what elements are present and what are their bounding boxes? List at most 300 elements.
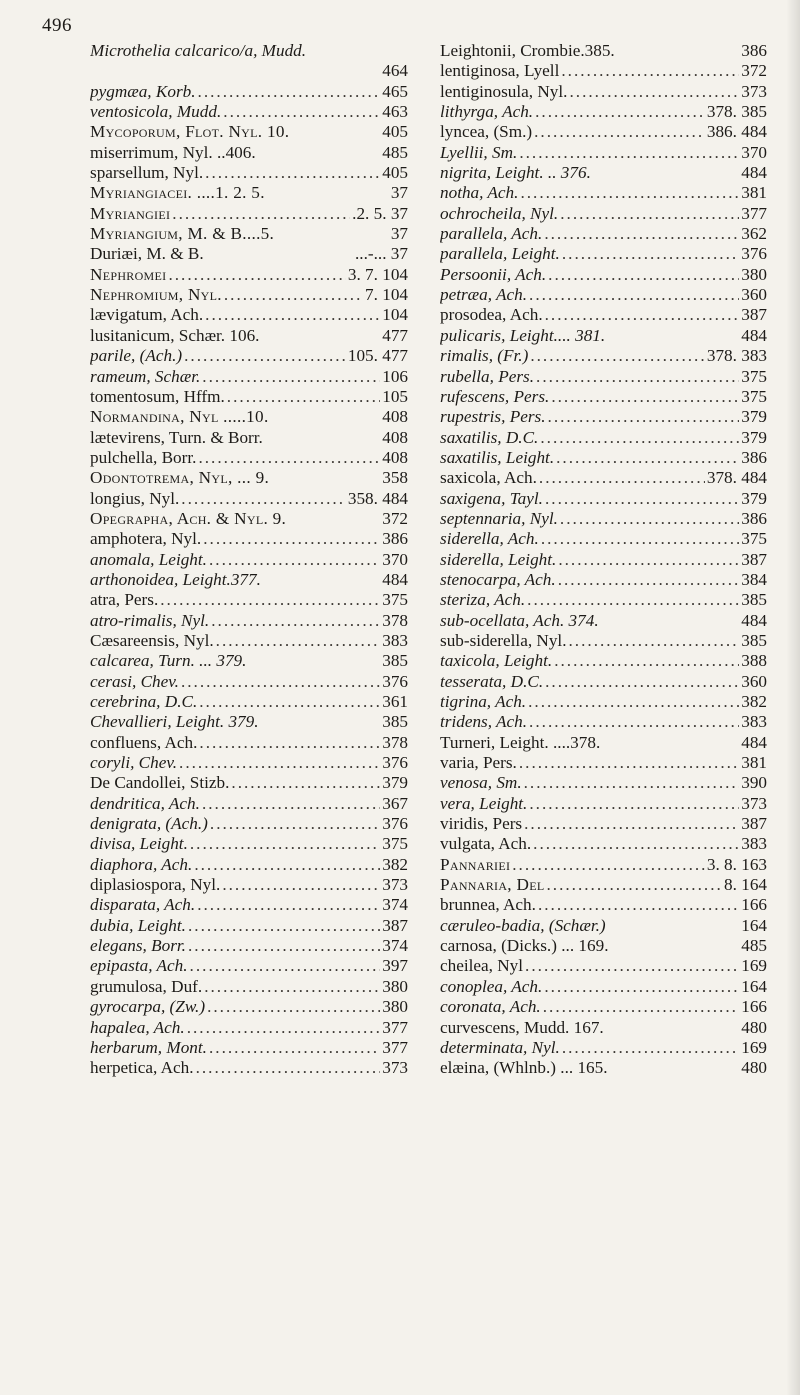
index-entry <box>440 692 767 712</box>
entry-name: denigrata, (Ach.) <box>90 814 208 834</box>
entry-name: ochrocheila, Nyl. <box>440 203 559 223</box>
dot-leader <box>202 367 380 387</box>
dot-leader <box>199 733 380 753</box>
dot-leader <box>529 285 739 305</box>
entry-name: hapalea, Ach. <box>90 1017 185 1037</box>
dot-leader <box>533 834 739 854</box>
entry-name: notha, Ach. <box>440 183 519 203</box>
page-reference: 382 <box>382 854 408 874</box>
index-entry <box>440 122 767 142</box>
index-entry <box>440 468 767 488</box>
page-reference: 378. 484 <box>706 468 767 488</box>
index-entry <box>90 448 408 468</box>
page-reference: 386 <box>741 41 767 60</box>
index-entry <box>90 611 408 631</box>
entry-name: carnosa, (Dicks.) ... 169. <box>440 936 609 956</box>
index-entry <box>90 773 408 793</box>
entry-name: tridens, Ach. <box>440 712 528 732</box>
index-entry <box>90 753 408 773</box>
page-reference: 378 <box>382 610 408 630</box>
entry-name: lyncea, (Sm.) <box>440 122 533 142</box>
page-reference: 384 <box>741 569 767 589</box>
index-entry <box>90 305 408 325</box>
index-entry <box>440 834 767 854</box>
page-reference: 465 <box>382 81 408 101</box>
dot-leader <box>223 102 380 122</box>
dot-leader <box>527 590 739 610</box>
page-reference: 484 <box>741 732 767 752</box>
page-reference: 484 <box>382 569 408 589</box>
index-entry <box>90 346 408 366</box>
entry-name: arthonoidea, Leight.377. <box>90 569 261 589</box>
page-reference: 381 <box>741 753 767 773</box>
entry-name: Odontotrema, Nyl, ... 9. <box>90 468 270 488</box>
dot-leader <box>196 1058 381 1078</box>
dot-leader <box>184 346 346 366</box>
entry-name: disparata, Ach. <box>90 895 196 915</box>
entry-name: pulchella, Borr. <box>90 447 197 467</box>
dot-leader <box>198 82 381 102</box>
index-entry <box>90 285 408 305</box>
entry-name: steriza, Ach. <box>440 590 526 610</box>
index-entry <box>440 305 767 325</box>
page-reference: 386. 484 <box>706 122 767 142</box>
dot-leader <box>209 550 380 570</box>
page-number: 496 <box>42 15 72 36</box>
entry-name: vulgata, Ach. <box>440 834 532 854</box>
page-reference: 485 <box>382 142 408 162</box>
entry-name: cæruleo-badia, (Schær.) <box>440 915 606 935</box>
dot-leader <box>544 977 739 997</box>
index-entry <box>440 82 767 102</box>
dot-leader <box>535 102 705 122</box>
entry-name: lævigatum, Ach. <box>90 305 204 325</box>
page-reference: 370 <box>382 549 408 569</box>
entry-name: tigrina, Ach. <box>440 692 527 711</box>
index-entry <box>440 855 767 875</box>
entry-name: elæina, (Whlnb.) ... 165. <box>440 1058 608 1078</box>
dot-leader <box>222 875 380 895</box>
index-entry <box>440 102 767 122</box>
dot-leader <box>561 61 739 81</box>
index-entry <box>440 631 767 651</box>
page-reference: 387 <box>382 915 408 935</box>
page-reference: 7. 104 <box>365 285 408 305</box>
page-reference: 386 <box>382 529 408 549</box>
index-entry <box>440 712 767 732</box>
entry-name: miserrimum, Nyl. ..406. <box>90 142 256 162</box>
dot-leader <box>519 753 739 773</box>
index-entry <box>90 977 408 997</box>
page-reference: 485 <box>741 936 767 956</box>
entry-name: determinata, Nyl. <box>440 1037 560 1057</box>
index-entry <box>90 407 408 427</box>
page-reference: 397 <box>382 956 408 976</box>
entry-name: calcarea, Turn. ... 379. <box>90 651 247 671</box>
page-reference: 374 <box>382 895 408 915</box>
index-entry <box>440 143 767 163</box>
index-entry <box>440 997 767 1017</box>
dot-leader <box>519 143 739 163</box>
page-reference: 386 <box>741 447 767 467</box>
index-entry <box>90 956 408 976</box>
page-reference: 383 <box>741 712 767 732</box>
index-entry <box>90 855 408 875</box>
index-entry <box>440 204 767 224</box>
dot-leader <box>194 855 380 875</box>
dot-leader <box>551 387 739 407</box>
entry-name: pygmæa, Korb. <box>90 81 196 101</box>
dot-leader <box>207 997 380 1017</box>
page-reference: 375 <box>382 834 408 854</box>
entry-name: Duriæi, M. & B. <box>90 244 204 264</box>
entry-name: pulicaris, Leight.... 381. <box>440 325 606 345</box>
entry-name: septennaria, Nyl. <box>440 508 558 528</box>
entry-name: parallela, Ach. <box>440 224 543 244</box>
entry-name: diplasiospora, Nyl. <box>90 875 221 895</box>
entry-name: Leightonii, Crombie.385. <box>440 41 615 60</box>
dot-leader <box>198 448 380 468</box>
index-entry <box>440 41 767 61</box>
page-reference: 37 <box>390 183 408 203</box>
dot-leader <box>545 672 739 692</box>
dot-leader <box>530 346 705 366</box>
index-entry <box>90 244 408 264</box>
entry-name: Pannariei <box>440 854 511 874</box>
page-reference: 377 <box>741 203 767 223</box>
index-entry <box>440 448 767 468</box>
index-entry <box>440 956 767 976</box>
page-reference: 390 <box>741 773 767 793</box>
page-reference: 387 <box>741 305 767 325</box>
index-entry <box>90 163 408 183</box>
entry-name: dendritica, Ach. <box>90 793 200 813</box>
page-reference: 375 <box>382 590 408 610</box>
index-entry <box>440 753 767 773</box>
page-reference: 380 <box>382 976 408 996</box>
index-entry <box>440 651 767 671</box>
entry-name: saxicola, Ach. <box>440 468 537 488</box>
index-entry <box>440 387 767 407</box>
entry-name: anomala, Leight. <box>90 549 207 569</box>
index-entry <box>90 590 408 610</box>
dot-leader <box>546 875 722 895</box>
index-entry <box>90 733 408 753</box>
index-entry <box>90 265 408 285</box>
index-entry <box>440 265 767 285</box>
dot-leader <box>188 936 380 956</box>
dot-leader <box>179 753 380 773</box>
entry-name: Chevallieri, Leight. 379. <box>90 712 259 732</box>
dot-leader <box>558 570 740 590</box>
entry-name: rameum, Schær. <box>90 366 201 386</box>
dot-leader <box>538 895 739 915</box>
dot-leader <box>202 794 380 814</box>
page-reference: 379 <box>382 773 408 793</box>
index-entry <box>90 814 408 834</box>
page-reference: 105 <box>382 386 408 406</box>
index-entry <box>440 529 767 549</box>
page-reference: 477 <box>382 325 408 345</box>
dot-leader <box>190 956 381 976</box>
index-entry <box>90 672 408 692</box>
page-reference: 379 <box>741 427 767 447</box>
page-reference: 376 <box>741 244 767 264</box>
index-entry <box>90 794 408 814</box>
index-entry <box>440 672 767 692</box>
entry-name: herpetica, Ach. <box>90 1058 194 1078</box>
entry-name: lentiginosa, Lyell <box>440 61 560 81</box>
page-reference: 386 <box>741 508 767 528</box>
entry-name: coronata, Ach. <box>440 997 541 1017</box>
index-entry <box>90 204 408 224</box>
entry-name: viridis, Pers <box>440 814 523 834</box>
page-reference: 3. 7. 104 <box>347 264 408 284</box>
page-reference: 376 <box>382 671 408 691</box>
index-entry <box>440 794 767 814</box>
index-entry <box>440 61 767 81</box>
page-reference: 164 <box>741 915 767 935</box>
dot-leader <box>211 611 380 631</box>
page-reference: 383 <box>741 834 767 854</box>
entry-name: saxatilis, Leight. <box>440 447 555 467</box>
index-entry <box>440 326 767 346</box>
index-entry <box>440 936 767 956</box>
index-entry <box>90 122 408 142</box>
page-reference: 360 <box>741 671 767 691</box>
dot-leader <box>560 509 739 529</box>
page-reference: ...-... 37 <box>355 244 408 264</box>
page-reference: 484 <box>741 325 767 345</box>
index-entry <box>90 102 408 122</box>
dot-leader <box>540 428 739 448</box>
page-reference: 375 <box>741 386 767 406</box>
dot-leader <box>524 814 739 834</box>
entry-name: De Candollei, Stizb. <box>90 773 230 793</box>
index-entry <box>440 1038 767 1058</box>
index-entry <box>440 1058 767 1078</box>
dot-leader <box>544 224 739 244</box>
page-reference: 379 <box>741 488 767 508</box>
entry-name: atro-rimalis, Nyl. <box>90 610 210 630</box>
entry-name: rubella, Pers. <box>440 366 535 386</box>
page-reference: 376 <box>382 753 408 773</box>
entry-name: saxigena, Tayl. <box>440 488 543 508</box>
page-reference: 375 <box>741 529 767 549</box>
index-entry <box>440 733 767 753</box>
page-reference: 106 <box>382 366 408 386</box>
index-entry <box>440 550 767 570</box>
page-reference: 104 <box>382 305 408 325</box>
dot-leader <box>168 265 345 285</box>
page-reference: 358 <box>382 468 408 488</box>
index-entry <box>90 936 408 956</box>
page-reference: 367 <box>382 793 408 813</box>
page-reference: 373 <box>382 875 408 895</box>
entry-name: Mycoporum, Flot. Nyl. 10. <box>90 122 290 142</box>
page-reference: 376 <box>382 814 408 834</box>
page-reference: 166 <box>741 895 767 915</box>
entry-name: Nephromium, Nyl. <box>90 285 222 305</box>
entry-name: Persoonii, Ach. <box>440 264 547 284</box>
index-entry <box>90 367 408 387</box>
index-entry <box>440 183 767 203</box>
page-reference: 463 <box>382 102 408 122</box>
page-reference: 378. 383 <box>706 346 767 366</box>
entry-name: sub-ocellata, Ach. 374. <box>440 610 599 630</box>
page-reference: 484 <box>741 163 767 183</box>
entry-name: epipasta, Ach. <box>90 956 188 976</box>
index-entry <box>90 82 408 102</box>
dot-leader <box>548 407 740 427</box>
index-entry <box>440 244 767 264</box>
dot-leader <box>199 692 380 712</box>
dot-leader <box>181 672 380 692</box>
dot-leader <box>197 895 380 915</box>
dot-leader <box>209 1038 380 1058</box>
dot-leader <box>187 1018 381 1038</box>
index-entry <box>90 631 408 651</box>
page-reference: 408 <box>382 407 408 427</box>
dot-leader <box>562 1038 739 1058</box>
index-entry <box>90 41 408 61</box>
page-reference: 372 <box>382 508 408 528</box>
entry-name: saxatilis, D.C. <box>440 427 539 447</box>
entry-name: nigrita, Leight. .. 376. <box>440 163 591 183</box>
page-reference: 166 <box>741 997 767 1017</box>
index-entry <box>440 509 767 529</box>
page-reference: 464 <box>382 61 408 81</box>
page-reference: 375 <box>741 366 767 386</box>
entry-name: Cæsareensis, Nyl. <box>90 630 214 650</box>
entry-name: Opegrapha, Ach. & Nyl. 9. <box>90 508 287 528</box>
index-entry <box>90 1058 408 1078</box>
entry-name: tesserata, D.C. <box>440 671 544 691</box>
index-entry <box>440 346 767 366</box>
page-reference: 37 <box>390 224 408 244</box>
dot-leader <box>560 204 739 224</box>
dot-leader <box>231 773 380 793</box>
page-reference: 408 <box>382 427 408 447</box>
dot-leader <box>548 265 739 285</box>
dot-leader <box>556 448 739 468</box>
page-reference: 362 <box>741 224 767 244</box>
index-entry <box>90 651 408 671</box>
index-entry <box>90 509 408 529</box>
dot-leader <box>528 692 739 712</box>
page-reference: 169 <box>741 1037 767 1057</box>
dot-leader <box>512 855 705 875</box>
entry-name: prosodea, Ach. <box>440 305 543 325</box>
index-entry <box>90 428 408 448</box>
index-column-right <box>440 41 767 1079</box>
entry-name: sparsellum, Nyl. <box>90 163 204 183</box>
index-entry <box>440 285 767 305</box>
index-entry <box>440 590 767 610</box>
dot-leader <box>545 305 740 325</box>
page-reference: 373 <box>741 793 767 813</box>
index-entry <box>90 895 408 915</box>
index-entry <box>90 489 408 509</box>
index-entry <box>440 163 767 183</box>
index-entry <box>440 814 767 834</box>
page-reference: 8. 164 <box>724 875 767 895</box>
index-entry <box>90 326 408 346</box>
index-entry <box>90 550 408 570</box>
entry-name: confluens, Ach. <box>90 732 198 752</box>
page-reference: 385 <box>741 630 767 650</box>
entry-name: tomentosum, Hffm. <box>90 386 225 406</box>
page-reference: 360 <box>741 285 767 305</box>
index-entry <box>90 468 408 488</box>
page-reference: 380 <box>741 264 767 284</box>
index-column-left <box>90 41 408 1079</box>
index-entry <box>90 1018 408 1038</box>
dot-leader <box>204 977 380 997</box>
page-reference: 480 <box>741 1058 767 1078</box>
page-reference: 387 <box>741 549 767 569</box>
entry-name: parile, (Ach.) <box>90 346 183 366</box>
entry-name: brunnea, Ach. <box>440 895 536 915</box>
index-entry <box>90 916 408 936</box>
index-entry <box>90 997 408 1017</box>
entry-name: vera, Leight. <box>440 793 528 813</box>
dot-leader <box>203 529 380 549</box>
index-entry <box>440 407 767 427</box>
page-reference: 372 <box>741 61 767 81</box>
entry-name: parallela, Leight. <box>440 244 560 264</box>
dot-leader <box>227 387 380 407</box>
index-entry <box>90 875 408 895</box>
page-reference: .2. 5. 37 <box>352 203 408 223</box>
page-reference: 408 <box>382 447 408 467</box>
entry-name: elegans, Borr. <box>90 936 186 956</box>
page-reference: 381 <box>741 183 767 203</box>
dot-leader <box>224 285 363 305</box>
entry-name: Nephromei <box>90 264 167 284</box>
page-reference: 373 <box>382 1058 408 1078</box>
index-entry <box>90 387 408 407</box>
index-entry <box>90 529 408 549</box>
entry-name: curvescens, Mudd. 167. <box>440 1017 604 1037</box>
index-entry <box>440 224 767 244</box>
entry-name: herbarum, Mont. <box>90 1037 207 1057</box>
dot-leader <box>534 122 705 142</box>
dot-leader <box>529 794 739 814</box>
dot-leader <box>539 468 705 488</box>
entry-name: rupestris, Pers. <box>440 407 546 427</box>
entry-name: grumulosa, Duf. <box>90 976 203 996</box>
dot-leader <box>172 204 350 224</box>
entry-name: gyrocarpa, (Zw.) <box>90 997 206 1017</box>
index-entry <box>90 61 408 81</box>
index-entry <box>90 834 408 854</box>
page-reference: 385 <box>382 712 408 732</box>
dot-leader <box>536 367 739 387</box>
entry-name: siderella, Leight. <box>440 549 557 569</box>
entry-name: dubia, Leight. <box>90 915 186 935</box>
dot-leader <box>190 834 380 854</box>
page-reference: 377 <box>382 1017 408 1037</box>
index-entry <box>440 895 767 915</box>
index-entry <box>440 916 767 936</box>
page-reference: 361 <box>382 692 408 711</box>
entry-name: atra, Pers. <box>90 590 159 610</box>
entry-name: Myriangiacei. ....1. 2. 5. <box>90 183 265 203</box>
page-reference: 382 <box>741 692 767 711</box>
index-entry <box>90 143 408 163</box>
entry-name: Microthelia calcarico/a, Mudd. <box>90 41 307 60</box>
